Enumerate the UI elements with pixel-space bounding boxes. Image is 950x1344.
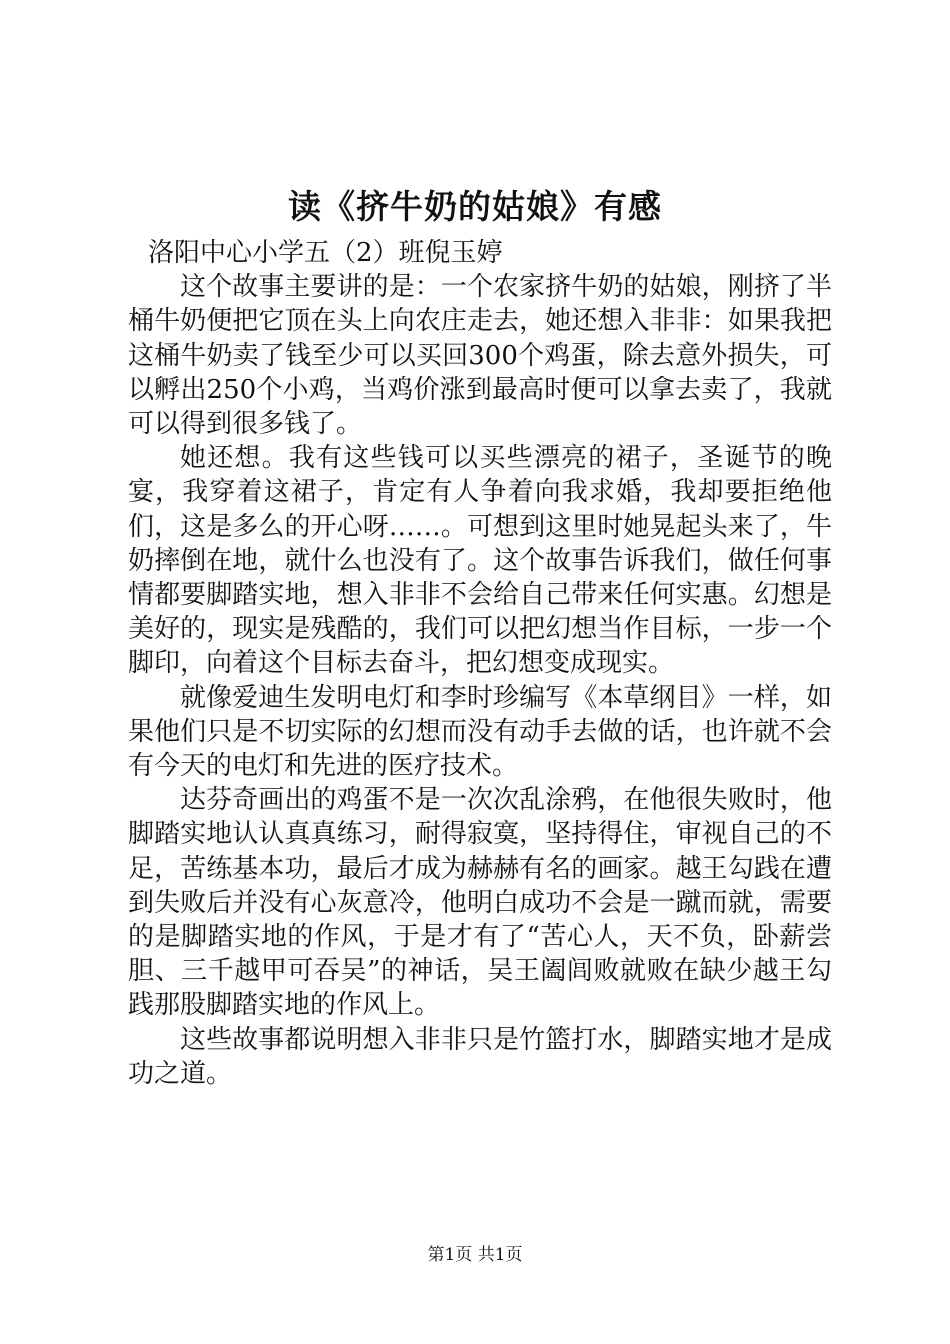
- document-title: 读《挤牛奶的姑娘》有感: [288, 187, 662, 226]
- author-line: 洛阳中心小学五（2）班倪玉婷: [148, 238, 503, 268]
- paragraph-3: 就像爱迪生发明电灯和李时珍编写《本草纲目》一样，如果他们只是不切实际的幻想而没有动手去做的话，也许就不会有今天的电灯和先进的医疗技术。: [128, 682, 832, 782]
- paragraph-5: 这些故事都说明想入非非只是竹篮打水，脚踏实地才是成功之道。: [128, 1024, 832, 1089]
- paragraph-2: 她还想。我有这些钱可以买些漂亮的裙子，圣诞节的晚宴，我穿着这裙子，肯定有人争着向我求婚，我却要拒绝他们，这是多么的开心呀……。可想到这里时她晃起头来了，牛奶摔倒在地，就什么也没有了。这个故事告诉我们，做任何事情都要脚踏实地，想入非非不会给自己带来任何实惠。幻想是美好的，现实是残酷的，我们可以把幻想当作目标，一步一个脚印，向着这个目标去奋斗，把幻想变成现实。: [128, 443, 832, 679]
- document-body: [128, 236, 832, 1091]
- page-footer: 第1页 共1页: [427, 1245, 523, 1265]
- paragraph-1: 这个故事主要讲的是：一个农家挤牛奶的姑娘，刚挤了半桶牛奶便把它顶在头上向农庄走去，她还想入非非：如果我把这桶牛奶卖了钱至少可以买回300个鸡蛋，除去意外损失，可以孵出250个小鸡，当鸡价涨到最高时便可以拿去卖了，我就可以得到很多钱了。: [128, 272, 832, 440]
- paragraph-4: 达芬奇画出的鸡蛋不是一次次乱涂鸦，在他很失败时，他脚踏实地认认真真练习，耐得寂寞，坚持得住，审视自己的不足，苦练基本功，最后才成为赫赫有名的画家。越王勾践在遭到失败后并没有心灰意冷，他明白成功不会是一蹴而就，需要的是脚踏实地的作风，于是才有了“苦心人，天不负，卧薪尝胆、三千越甲可吞吴”的神话，吴王阖闾败就败在缺少越王勾践那股脚踏实地的作风上。: [128, 785, 832, 1021]
